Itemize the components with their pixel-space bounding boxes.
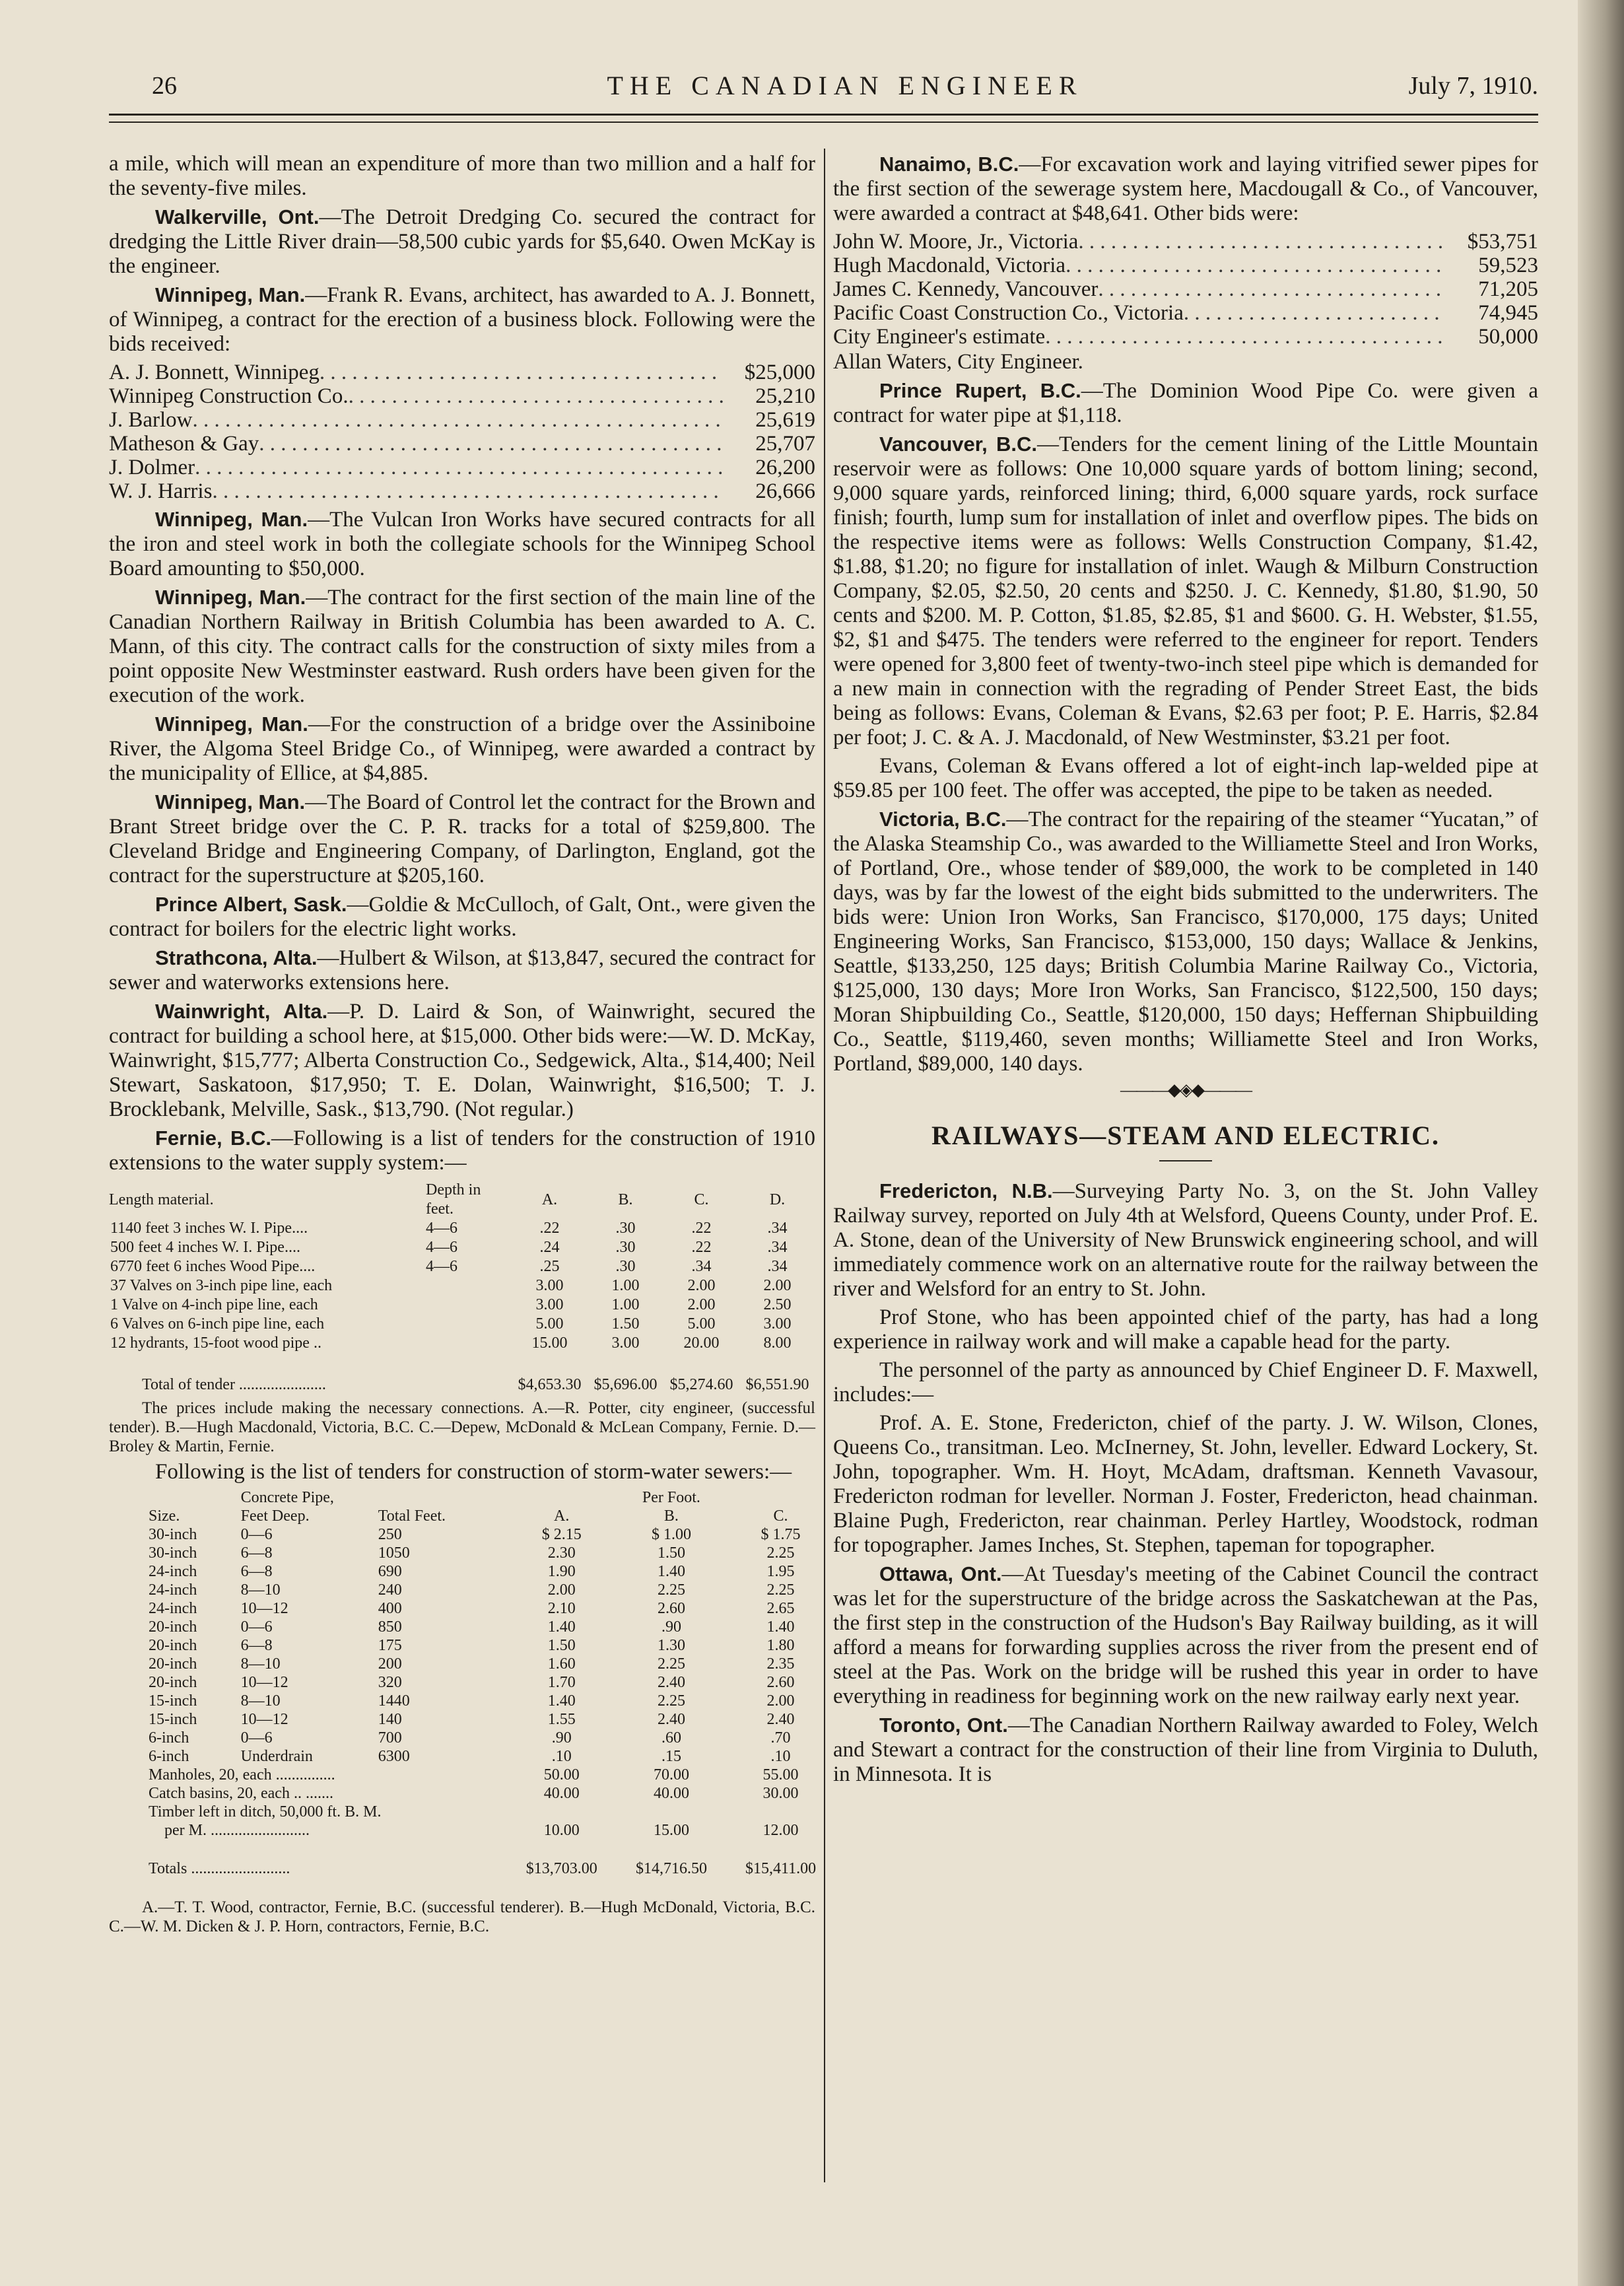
- table-row: [149, 1729, 835, 1747]
- ornament-divider: ―――◆◈◆―――: [1120, 1080, 1251, 1099]
- item-heading: Winnipeg, Man.: [155, 283, 306, 306]
- table-cell: $ 1.00: [651, 1526, 691, 1543]
- table-cell: 24-inch: [149, 1581, 197, 1599]
- page-number: 26: [152, 72, 177, 100]
- table-cell: 2.65: [766, 1600, 795, 1617]
- table-cell: 2.50: [763, 1296, 792, 1313]
- table-cell: 2.25: [657, 1581, 685, 1599]
- table-cell: 1 Valve on 4-inch pipe line, each: [110, 1296, 318, 1313]
- table-note: The prices include making the necessary connections. A.—R. Potter, city engineer, (successful tender). B.—Hugh Macdonald, Victoria, B.C. C.—Depew, McDonald & McLean Company, Fernie. D.—Broley & Martin, Fernie.: [109, 1399, 815, 1455]
- item-body: —The contract for the first section of the main line of the Canadian Northern Railway in British Columbia has been awarded to A. C. Mann, of this city. The contract calls for the construction of sixty miles from a point opposite New Westminster eastward. Rush orders have been given for the execution of the work.: [109, 586, 815, 707]
- bid-row: A. J. Bonnett, Winnipeg . . . $25,000: [109, 361, 815, 384]
- table-cell: 6300: [378, 1748, 410, 1765]
- table-cell: .30: [615, 1220, 636, 1237]
- table-cell: Underdrain: [240, 1748, 313, 1765]
- table-cell: .90: [551, 1729, 572, 1747]
- table-cell: [617, 1803, 726, 1821]
- table-cell: 6-inch: [149, 1729, 189, 1747]
- table-cell: Catch basins, 20, each .. .......: [149, 1785, 333, 1802]
- table-cell: 500 feet 4 inches W. I. Pipe....: [110, 1239, 300, 1256]
- table-cell: 2.40: [657, 1711, 685, 1728]
- table-row: [149, 1673, 835, 1692]
- news-item: [109, 790, 815, 888]
- table-cell: 700: [378, 1729, 402, 1747]
- table-cell: 1.30: [657, 1637, 685, 1654]
- table-cell: 1050: [378, 1544, 410, 1562]
- table-cell: 2.00: [763, 1277, 792, 1294]
- news-item: [833, 378, 1538, 428]
- left-column: [109, 152, 815, 1940]
- table-cell: .30: [615, 1239, 636, 1256]
- table-cell: .24: [539, 1239, 560, 1256]
- table-row: [149, 1692, 835, 1710]
- news-item: [109, 283, 815, 357]
- table-cell: 20.00: [683, 1334, 720, 1352]
- table-cell: 50.00: [543, 1766, 580, 1784]
- table-cell: 10—12: [240, 1674, 288, 1691]
- table-cell: .34: [691, 1258, 712, 1275]
- water-supply-tender-table: [109, 1181, 815, 1395]
- table-cell: 320: [378, 1674, 402, 1691]
- table-cell: 2.40: [657, 1674, 685, 1691]
- table-cell: 6—8: [240, 1637, 273, 1654]
- bid-row: J. Dolmer . . . 26,200: [109, 456, 815, 479]
- table-cell: 5.00: [687, 1315, 716, 1333]
- table-cell: 6—8: [240, 1563, 273, 1580]
- bid-row: Pacific Coast Construction Co., Victoria . . . 74,945: [833, 301, 1538, 325]
- table-cell: $ 1.75: [761, 1526, 801, 1543]
- table-row: [149, 1710, 835, 1729]
- table-row: [149, 1766, 835, 1784]
- table-cell: 1.00: [611, 1277, 640, 1294]
- right-column: [833, 152, 1538, 1791]
- table-cell: 15-inch: [149, 1692, 197, 1710]
- item-body: —Following is a list of tenders for the construction of 1910 extensions to the water supply system:—: [109, 1126, 815, 1175]
- item-body: —At Tuesday's meeting of the Cabinet Council the contract was let for the superstructure of the bridge across the Saskatchewan at the Pas, the first step in the construction of the Hudson's Bay Railway building, as it will afford a means for forwarding supplies across the river from the present end of steel at the Pas. Work on the bridge will be rushed this year in order to have everything in readiness for beginning work on the new railway early next year.: [833, 1562, 1538, 1708]
- table-note: A.—T. T. Wood, contractor, Fernie, B.C. (successful tenderer). B.—Hugh McDonald, Victoria, B.C. C.—W. M. Dicken & J. P. Horn, contractors, Fernie, B.C.: [109, 1898, 815, 1935]
- table-cell: 1.00: [611, 1296, 640, 1313]
- table-cell: 400: [378, 1600, 402, 1617]
- table-cell: 6-inch: [149, 1748, 189, 1765]
- table-cell: per M. .........................: [149, 1822, 310, 1839]
- bid-row: Matheson & Gay . . . 25,707: [109, 432, 815, 456]
- item-body: —The Board of Control let the contract for the Brown and Brant Street bridge over the C. P. R. tracks for a total of $259,800. The Cleveland Bridge and Engineering Company, of Darlington, England, got the contract for the superstructure at $205,160.: [109, 790, 815, 887]
- table-cell: 8.00: [763, 1334, 792, 1352]
- table-cell: .70: [770, 1729, 791, 1747]
- bid-row: City Engineer's estimate . . . 50,000: [833, 325, 1538, 349]
- table-cell: 4—6: [426, 1239, 457, 1256]
- table-cell: 1.50: [547, 1637, 576, 1654]
- table-cell: 6—8: [240, 1544, 273, 1562]
- table-cell: 3.00: [535, 1277, 564, 1294]
- news-item: [833, 1713, 1538, 1787]
- news-item: [833, 807, 1538, 1076]
- table-cell: 850: [378, 1618, 402, 1636]
- item-body: —The Canadian Northern Railway awarded to Foley, Welch and Stewart a contract for the construction of their line from Virginia to Duluth, in Minnesota. It is: [833, 1714, 1538, 1786]
- table-cell: 2.25: [766, 1544, 795, 1562]
- table-cell: $ 2.15: [541, 1526, 582, 1543]
- paragraph: The personnel of the party as announced by Chief Engineer D. F. Maxwell, includes:—: [833, 1358, 1538, 1406]
- table-cell: 40.00: [653, 1785, 689, 1802]
- news-item: [109, 999, 815, 1122]
- section-rule: [1159, 1160, 1212, 1161]
- news-item: [109, 205, 815, 279]
- item-heading: Toronto, Ont.: [879, 1714, 1008, 1737]
- table-cell: 15-inch: [149, 1711, 197, 1728]
- table-cell: 140: [378, 1711, 402, 1728]
- table-cell: [426, 1315, 512, 1334]
- bid-row: J. Barlow . . . 25,619: [109, 408, 815, 432]
- table-cell: 2.40: [766, 1711, 795, 1728]
- table-row: [149, 1544, 835, 1562]
- table-cell: .34: [767, 1220, 788, 1237]
- item-body: —The contract for the repairing of the steamer “Yucatan,” of the Alaska Steamship Co., was awarded to the Williamette Steel and Iron Works, of Portland, Ore., whose tender of $89,000, the work to be completed in 140 days, was by far the lowest of the eight bids submitted to the underwriters. The bids were: Union Iron Works, San Francisco, $170,000, 175 days; United Engineering Works, San Francisco, $153,000, 150 days; Wallace & Jenkins, Seattle, $133,250, 125 days; British Columbia Marine Railway Co., Victoria, $125,000, 130 days; More Iron Works, San Francisco, $122,500, 150 days; Moran Shipbuilding Co., Seattle, $120,000, 150 days; Heffernan Shipbuilding Co., Seattle, $119,460, seven months; Williamette Steel and Iron Works, Portland, $89,000, 140 days.: [833, 808, 1538, 1076]
- table-cell: .15: [661, 1748, 681, 1765]
- news-item: [833, 1179, 1538, 1301]
- table-row: [149, 1618, 835, 1636]
- table-cell: 2.00: [547, 1581, 576, 1599]
- table-cell: 250: [378, 1526, 402, 1543]
- page-binding-shadow: [1578, 0, 1624, 2286]
- table-cell: 200: [378, 1655, 402, 1673]
- item-heading: Walkerville, Ont.: [155, 205, 320, 228]
- table-cell: 20-inch: [149, 1637, 197, 1654]
- item-heading: Ottawa, Ont.: [879, 1562, 1002, 1585]
- table-cell: 1.40: [766, 1618, 795, 1636]
- news-item: [109, 712, 815, 786]
- table-row: [149, 1562, 835, 1581]
- bid-list: [833, 230, 1538, 349]
- table-cell: 2.25: [657, 1655, 685, 1673]
- news-item: [833, 432, 1538, 750]
- item-heading: Prince Albert, Sask.: [155, 893, 347, 916]
- table-row: [149, 1655, 835, 1673]
- page-header: [152, 66, 1538, 106]
- news-item: [109, 1126, 815, 1175]
- table-cell: [426, 1276, 512, 1296]
- table-cell: 24-inch: [149, 1563, 197, 1580]
- table-row: [109, 1315, 815, 1334]
- table-cell: 1140 feet 3 inches W. I. Pipe....: [110, 1220, 308, 1237]
- item-heading: Fernie, B.C.: [155, 1126, 272, 1150]
- table-cell: Timber left in ditch, 50,000 ft. B. M.: [149, 1803, 382, 1820]
- table-cell: 1440: [378, 1692, 410, 1710]
- table-cell: 40.00: [543, 1785, 580, 1802]
- table-cell: 55.00: [762, 1766, 799, 1784]
- item-heading: Winnipeg, Man.: [155, 790, 306, 814]
- paragraph: Evans, Coleman & Evans offered a lot of eight-inch lap-welded pipe at $59.85 per 100 feet. The offer was accepted, the pipe to be taken as needed.: [833, 754, 1538, 802]
- table-cell: 1.50: [657, 1544, 685, 1562]
- table-cell: Manholes, 20, each ...............: [149, 1766, 335, 1784]
- news-item: [109, 585, 815, 708]
- table-header-row: Length material. Depth in feet. A. B. C. D.: [109, 1181, 786, 1218]
- table-row: [109, 1276, 815, 1296]
- table-cell: .25: [539, 1258, 560, 1275]
- table-cell: 2.60: [766, 1674, 795, 1691]
- table-cell: 1.60: [547, 1655, 576, 1673]
- item-body: —The Vulcan Iron Works have secured contracts for all the iron and steel work in both the collegiate schools for the Winnipeg School Board amounting to $50,000.: [109, 508, 815, 580]
- table-cell: .10: [551, 1748, 572, 1765]
- table-row: [149, 1803, 835, 1821]
- table-cell: 1.90: [547, 1563, 576, 1580]
- header-rule-bottom: [109, 121, 1538, 123]
- paragraph: Following is the list of tenders for construction of storm-water sewers:—: [155, 1460, 792, 1484]
- table-cell: [426, 1334, 512, 1353]
- table-cell: 2.00: [687, 1296, 716, 1313]
- storm-sewer-tender-table: Concrete Pipe, Per Foot. Size. Feet Deep. Total Feet. A. B. C. 30-inch 0—6 250 $ 2.15 $ 1.00 $ 1.75 30-inch 6—8 1050 2.30 1.50 2.25 24-inch 6—8 690 1.90 1.40 1.95 24-inch 8—10 240 2.00 2.25 2.25 24-inch 10—12 400 2.10 2.60 2.65 20-inch 0—6 850 1.40 .90 1.40 20-inch 6—8 175 1.50 1.30 1.80 20-inch 8—10 200 1.60 2.25 2.35 20-inch 10—12 320 1.70 2.40 2.60 15-inch 8—10 1440 1.40 2.25 2.00 15-inch 10—12 140 1.55 2.40 2.40 6-inch 0—6 700 .90 .60 .70 6-inch Underdrain 6300 .10 .15 .10 Manholes, 20, each ............... 50.00 70.00 55.00 Catch basins, 20, each .. ....... 40.00 40.00 30.00 Timber left in ditch, 50,000 ft. B. M. per M. ......................... 10.00 15.00 12.00 Totals ......................... $13,703.00 $14,716.50 $15,411.00: [149, 1488, 835, 1878]
- table-cell: 1.40: [657, 1563, 685, 1580]
- table-cell: 4—6: [426, 1220, 457, 1237]
- item-body: —The Dominion Wood Pipe Co. were given a contract for water pipe at $1,118.: [833, 379, 1538, 427]
- table-cell: 30.00: [762, 1785, 799, 1802]
- table-cell: 37 Valves on 3-inch pipe line, each: [110, 1277, 333, 1294]
- table-cell: 2.30: [547, 1544, 576, 1562]
- item-heading: Wainwright, Alta.: [155, 1000, 328, 1023]
- table-cell: 2.00: [766, 1692, 795, 1710]
- table-cell: 8—10: [240, 1655, 281, 1673]
- table-cell: 3.00: [763, 1315, 792, 1333]
- table-total-row: Totals ......................... $13,703.00 $14,716.50 $15,411.00: [149, 1860, 817, 1877]
- paragraph: Allan Waters, City Engineer.: [833, 350, 1083, 374]
- table-body: [109, 1219, 815, 1353]
- header-rule-top: [109, 114, 1538, 116]
- table-cell: 10.00: [543, 1822, 580, 1839]
- bid-row: W. J. Harris . . . 26,666: [109, 479, 815, 503]
- table-cell: 1.50: [611, 1315, 640, 1333]
- table-cell: 2.25: [657, 1692, 685, 1710]
- table-cell: [426, 1296, 512, 1315]
- table-row: [109, 1257, 815, 1276]
- table-cell: 15.00: [531, 1334, 568, 1352]
- table-cell: .60: [661, 1729, 681, 1747]
- paragraph: Prof. A. E. Stone, Fredericton, chief of the party. J. W. Wilson, Clones, Queens Co., transitman. Leo. McInerney, St. John, leveller. Edward Lockery, St. John, topographer. Wm. H. Hoyt, McAdam, draftsman. Kenneth Vavasour, Fredericton rodman for leveller. Norman J. Foster, Fredericton, head chainman. Blaine Pugh, Fredericton, rear chainman. Perley Hartley, Woodstock, rodman for topographer. James Inches, St. Stephen, tapeman for topographer.: [833, 1411, 1538, 1557]
- news-item: [833, 152, 1538, 226]
- issue-date: July 7, 1910.: [1408, 72, 1538, 100]
- item-heading: Strathcona, Alta.: [155, 946, 318, 969]
- news-item: [833, 1562, 1538, 1709]
- item-body: —Frank R. Evans, architect, has awarded to A. J. Bonnett, of Winnipeg, a contract for the erection of a business block. Following were the bids received:: [109, 283, 815, 356]
- bid-row: Winnipeg Construction Co. . . . 25,210: [109, 384, 815, 408]
- table-cell: 6 Valves on 6-inch pipe line, each: [110, 1315, 325, 1333]
- table-cell: 10—12: [240, 1600, 288, 1617]
- table-cell: .22: [691, 1239, 712, 1256]
- table-cell: 1.40: [547, 1692, 576, 1710]
- table-cell: .22: [539, 1220, 560, 1237]
- item-heading: Winnipeg, Man.: [155, 712, 308, 736]
- table-cell: 2.25: [766, 1581, 795, 1599]
- item-body: —P. D. Laird & Son, of Wainwright, secured the contract for building a school here, at $15,000. Other bids were:—W. D. McKay, Wainwright, $15,777; Alberta Construction Co., Sedgewick, Alta., $14,400; Neil Stewart, Saskatoon, $17,950; T. E. Dolan, Wainwright, $16,500; T. J. Brocklebank, Melville, Sask., $13,790. (Not regular.): [109, 1000, 815, 1121]
- item-body: —Hulbert & Wilson, at $13,847, secured the contract for sewer and waterworks extensions here.: [109, 946, 815, 994]
- table-cell: 1.80: [766, 1637, 795, 1654]
- bid-list: [109, 361, 815, 503]
- table-cell: .34: [767, 1258, 788, 1275]
- table-cell: 6770 feet 6 inches Wood Pipe....: [110, 1258, 316, 1275]
- table-cell: 175: [378, 1637, 402, 1654]
- table-row: [149, 1784, 835, 1803]
- bid-row: James C. Kennedy, Vancouver . . . 71,205: [833, 277, 1538, 301]
- table-cell: .10: [770, 1748, 791, 1765]
- table-cell: 1.70: [547, 1674, 576, 1691]
- table-cell: 20-inch: [149, 1618, 197, 1636]
- table-cell: 690: [378, 1563, 402, 1580]
- table-row: [109, 1238, 815, 1257]
- table-row: [149, 1636, 835, 1655]
- table-row: [149, 1599, 835, 1618]
- table-cell: [726, 1803, 835, 1821]
- table-cell: 3.00: [611, 1334, 640, 1352]
- item-body: —The Detroit Dredging Co. secured the contract for dredging the Little River drain—58,500 cubic yards for $5,640. Owen McKay is the engineer.: [109, 205, 815, 278]
- section-title: RAILWAYS—STEAM AND ELECTRIC.: [931, 1121, 1440, 1150]
- table-cell: .30: [615, 1258, 636, 1275]
- table-cell: 70.00: [653, 1766, 689, 1784]
- table-cell: 15.00: [653, 1822, 689, 1839]
- table-body-extra: [149, 1766, 835, 1840]
- item-heading: Prince Rupert, B.C.: [879, 379, 1081, 402]
- table-cell: 0—6: [240, 1526, 273, 1543]
- bid-row: John W. Moore, Jr., Victoria . . . $53,751: [833, 230, 1538, 254]
- news-item: [109, 507, 815, 581]
- item-heading: Winnipeg, Man.: [155, 586, 306, 609]
- table-cell: 1.55: [547, 1711, 576, 1728]
- item-heading: Victoria, B.C.: [879, 808, 1007, 831]
- table-cell: 8—10: [240, 1581, 281, 1599]
- table-row: [149, 1581, 835, 1599]
- table-cell: .22: [691, 1220, 712, 1237]
- table-cell: [507, 1803, 617, 1821]
- item-heading: Winnipeg, Man.: [155, 508, 308, 531]
- table-cell: 3.00: [535, 1296, 564, 1313]
- table-cell: 0—6: [240, 1729, 273, 1747]
- table-cell: 20-inch: [149, 1655, 197, 1673]
- item-heading: Fredericton, N.B.: [879, 1179, 1053, 1202]
- item-body: —Surveying Party No. 3, on the St. John Valley Railway survey, reported on July 4th at Welsford, Queens County, under Prof. E. A. Stone, dean of the University of New Brunswick engineering school, and will immediately commence work on an alternative route for the railway between the river and Welsford for an entry to St. John.: [833, 1179, 1538, 1301]
- table-cell: 30-inch: [149, 1526, 197, 1543]
- item-body: —Tenders for the cement lining of the Little Mountain reservoir were as follows: One 10,000 square yards of bottom lining; second, 9,000 square yards, reinforced lining; third, 6,000 square yards, rock surface finish; fourth, lump sum for installation of inlet and overflow pipes. The bids on the respective items were as follows: Wells Construction Company, $1.42, $1.88, $1.20; no figure for installation of inlet. Waugh & Milburn Construction Company, $2.05, $2.50, 20 cents and $250. J. C. Kennedy, $1.80, $1.90, 50 cents and $200. M. P. Cotton, $1.85, $2.85, $1 and $600. G. H. Webster, $1.55, $2, $1 and $475. The tenders were referred to the engineer for report. Tenders were opened for 3,800 feet of twenty-two-inch steel pipe which is demanded for a new main in connection with the regrading of Pender Street East, the bids being as follows: Evans, Coleman & Evans, $2.63 per foot; P. E. Harris, $2.84 per foot; J. C. & A. J. Macdonald, of New Westminster, $3.21 per foot.: [833, 433, 1538, 749]
- publication-title: THE CANADIAN ENGINEER: [607, 71, 1083, 100]
- table-cell: 5.00: [535, 1315, 564, 1333]
- table-row: [149, 1747, 835, 1766]
- table-body: [149, 1525, 835, 1766]
- item-body: —Goldie & McCulloch, of Galt, Ont., were given the contract for boilers for the electric light works.: [109, 893, 815, 941]
- table-row: [149, 1525, 835, 1544]
- item-heading: Nanaimo, B.C.: [879, 153, 1019, 176]
- table-cell: 4—6: [426, 1258, 457, 1275]
- table-total-row: Total of tender ...................... $4,653.30 $5,696.00 $5,274.60 $6,551.90: [142, 1376, 809, 1393]
- table-cell: .90: [661, 1618, 681, 1636]
- table-cell: 12.00: [762, 1822, 799, 1839]
- bid-row: Hugh Macdonald, Victoria . . . 59,523: [833, 254, 1538, 277]
- table-cell: 1.95: [766, 1563, 795, 1580]
- table-row: [109, 1334, 815, 1353]
- item-body: —For excavation work and laying vitrified sewer pipes for the first section of the sewerage system here, Macdougall & Co., of Vancouver, were awarded a contract at $48,641. Other bids were:: [833, 153, 1538, 225]
- table-cell: 240: [378, 1581, 402, 1599]
- table-cell: 2.35: [766, 1655, 795, 1673]
- paragraph: a mile, which will mean an expenditure of more than two million and a half for the seventy-five miles.: [109, 152, 815, 200]
- table-cell: 2.60: [657, 1600, 685, 1617]
- table-cell: 12 hydrants, 15-foot wood pipe ..: [110, 1334, 321, 1352]
- table-cell: 30-inch: [149, 1544, 197, 1562]
- table-row: [149, 1821, 835, 1840]
- paragraph: Prof Stone, who has been appointed chief of the party, has had a long experience in railway work and will make a capable head for the party.: [833, 1305, 1538, 1354]
- table-header-row: Size. Feet Deep. Total Feet. A. B. C.: [149, 1507, 788, 1525]
- table-cell: 1.40: [547, 1618, 576, 1636]
- table-cell: 2.00: [687, 1277, 716, 1294]
- item-body: —For the construction of a bridge over the Assiniboine River, the Algoma Steel Bridge Co., of Winnipeg, were awarded a contract by the municipality of Ellice, at $4,885.: [109, 712, 816, 785]
- table-cell: 2.10: [547, 1600, 576, 1617]
- item-heading: Vancouver, B.C.: [879, 433, 1037, 456]
- table-cell: 8—10: [240, 1692, 281, 1710]
- table-row: [109, 1219, 815, 1238]
- table-cell: 24-inch: [149, 1600, 197, 1617]
- news-item: [109, 892, 815, 942]
- table-cell: .34: [767, 1239, 788, 1256]
- table-cell: 10—12: [240, 1711, 288, 1728]
- news-item: [109, 946, 815, 995]
- table-cell: 0—6: [240, 1618, 273, 1636]
- table-cell: 20-inch: [149, 1674, 197, 1691]
- table-row: [109, 1296, 815, 1315]
